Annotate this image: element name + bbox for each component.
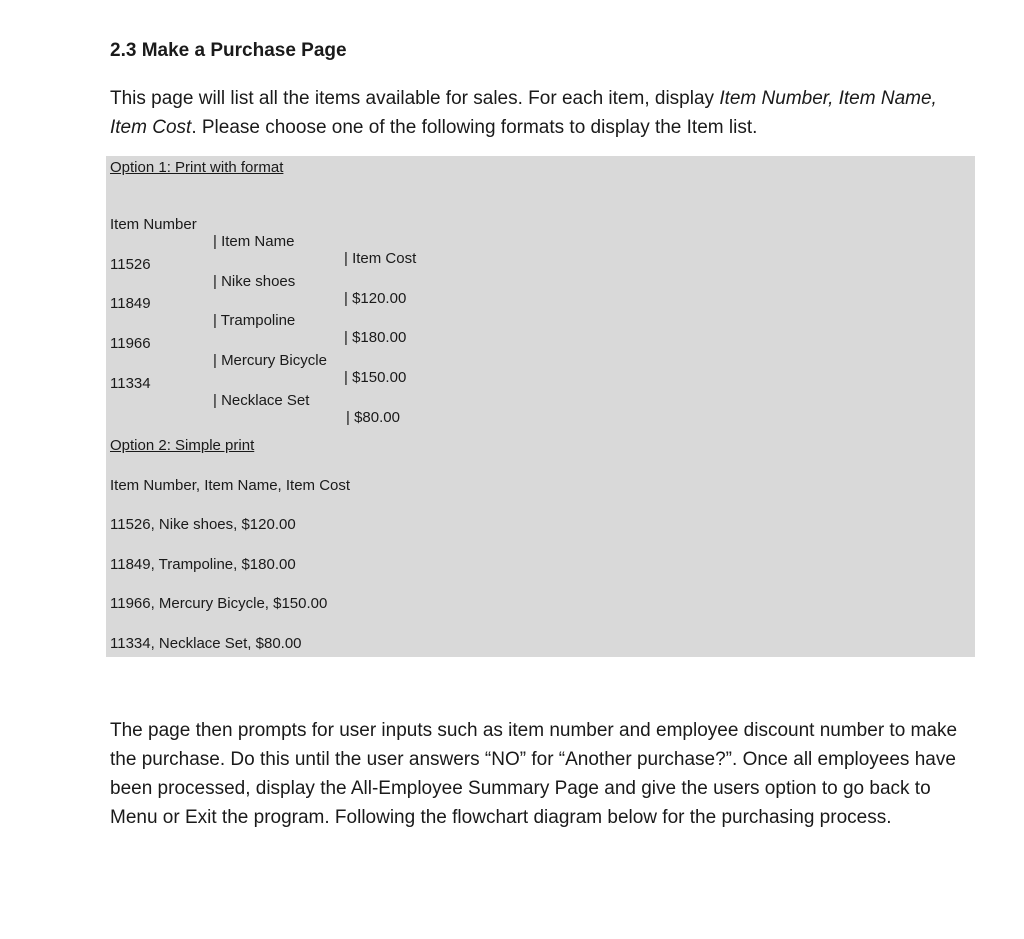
option1-title: Option 1: Print with format [110,159,284,176]
intro-text-2: . Please choose one of the following formats to display the Item list. [191,117,758,138]
intro-paragraph [110,84,970,142]
row-item-name: | Nike shoes [213,273,296,290]
row-item-number: 11849 [110,295,151,312]
option2-line: Item Number, Item Name, Item Cost [110,477,351,494]
row-item-cost: | $80.00 [346,409,400,426]
outro-paragraph: The page then prompts for user inputs such as item number and employee discount number to make the purchase. Do this until the user answers “NO” for “Another purchase?”. Once all employees have been processed, display the All-Employee Summary Page and give the users option to go back to Menu or Exit the program. Following the flowchart diagram below for the purchasing process. [110,720,958,828]
row-item-cost: | $150.00 [344,369,407,386]
header-item-name: | Item Name [213,233,295,250]
row-item-cost: | $180.00 [344,329,407,346]
row-item-cost: | $120.00 [344,290,407,307]
section-heading: 2.3 Make a Purchase Page [110,40,347,61]
row-item-number: 11334 [110,375,151,392]
row-item-number: 11966 [110,335,151,352]
row-item-name: | Mercury Bicycle [213,352,327,369]
header-item-number: Item Number [110,216,197,233]
intro-fields-italic: Item Number, Item Name, Item Cost [110,88,937,138]
intro-text-1: This page will list all the items available for sales. For each item, display [110,88,720,109]
option2-line: 11334, Necklace Set, $80.00 [110,635,302,652]
row-item-name: | Necklace Set [213,392,310,409]
option2-line: 11966, Mercury Bicycle, $150.00 [110,595,328,612]
option2-title: Option 2: Simple print [110,437,255,454]
row-item-number: 11526 [110,256,151,273]
option2-line: 11526, Nike shoes, $120.00 [110,516,296,533]
header-item-cost: | Item Cost [344,250,417,267]
row-item-name: | Trampoline [213,312,296,329]
option2-line: 11849, Trampoline, $180.00 [110,556,296,573]
